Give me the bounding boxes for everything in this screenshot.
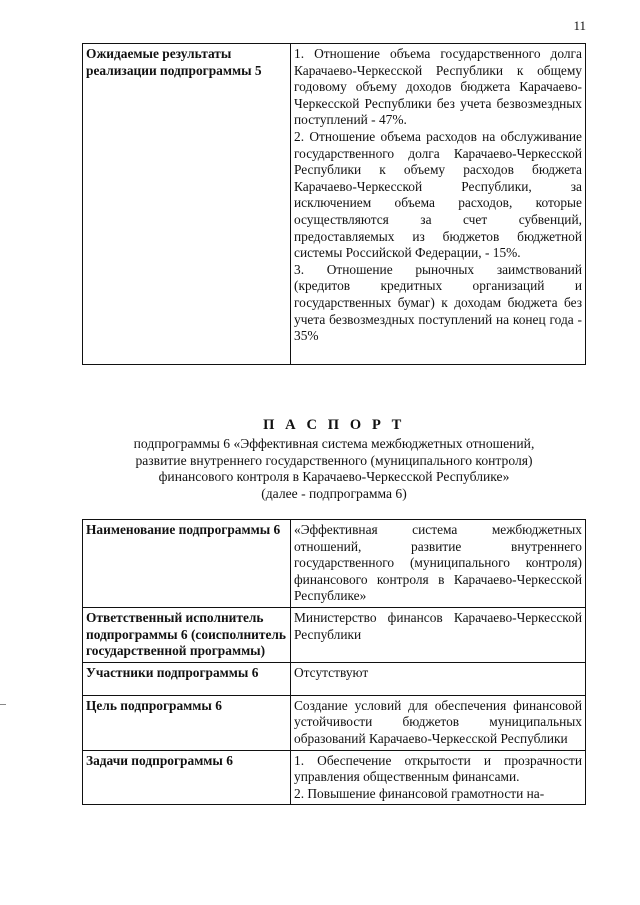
row-label: Участники подпрограммы 6: [83, 662, 291, 695]
result-item-1: 1. Отношение объема государственного долга Карачаево-Черкесской Республики к общему годовому объему доходов бюджета Карачаево-Черкесской Республики без учета безвозмездных поступлений - 47%.: [294, 46, 582, 128]
expected-results-table: [82, 43, 586, 365]
table-row: [83, 750, 586, 805]
passport-heading: [82, 417, 586, 503]
row-value: [291, 44, 586, 365]
row-value: [291, 520, 586, 608]
passport-subtitle-line-2: развитие внутреннего государственного (муниципального контроля): [135, 452, 533, 468]
row-label: Ответственный исполнитель подпрограммы 6 (соисполнитель государственной программы): [83, 607, 291, 662]
page-number: 11: [573, 18, 586, 33]
goal: Создание условий для обеспечения финансовой устойчивости бюджетов муниципальных образований Карачаево-Черкесской Республики: [294, 697, 582, 746]
result-item-2: 2. Отношение объема расходов на обслуживание государственного долга Карачаево-Черкесской Республики к объему расходов бюджета Карачаево-Черкесской Республики, за исключением объема расходов, которые осуществляются за счет субвенций, предоставляемых из бюджетов бюджетной системы Российской Федерации, - 15%.: [294, 128, 582, 261]
table-row: [83, 607, 586, 662]
row-label: Задачи подпрограммы 6: [83, 750, 291, 805]
passport-title: П А С П О Р Т: [263, 417, 405, 433]
result-item-3: 3. Отношение рыночных заимствований (кредитов кредитных организаций и государственных бумаг) к доходам бюджета без учета безвозмездных поступлений на конец года - 35%: [294, 261, 582, 344]
row-value: [291, 662, 586, 695]
table-row: [83, 44, 586, 365]
row-value: [291, 695, 586, 750]
row-label: Ожидаемые результаты реализации подпрограммы 5: [83, 44, 291, 365]
passport-subtitle-line-3: финансового контроля в Карачаево-Черкесской Республике»: [158, 469, 510, 485]
responsible-executor: Министерство финансов Карачаево-Черкесской Республики: [294, 609, 582, 642]
margin-tick: [0, 704, 6, 705]
passport-subtitle-line-1: подпрограммы 6 «Эффективная система межбюджетных отношений,: [133, 435, 535, 451]
row-value: [291, 607, 586, 662]
table-row: [83, 662, 586, 695]
table-row: [83, 695, 586, 750]
row-value: [291, 750, 586, 805]
passport-table: [82, 519, 586, 805]
row-label: Наименование подпрограммы 6: [83, 520, 291, 608]
passport-subtitle-line-4: (далее - подпрограмма 6): [261, 486, 407, 502]
task-item-1: 1. Обеспечение открытости и прозрачности управления общественным финансами.: [294, 752, 582, 785]
subprogram-name: «Эффективная система межбюджетных отношений, развитие внутреннего государственного (муниципального контроля) финансового контроля в Карачаево-Черкесской Республике»: [294, 522, 582, 604]
row-label: Цель подпрограммы 6: [83, 695, 291, 750]
task-item-2: 2. Повышение финансовой грамотности на-: [294, 785, 545, 801]
table-row: [83, 520, 586, 608]
participants: Отсутствуют: [294, 664, 369, 680]
